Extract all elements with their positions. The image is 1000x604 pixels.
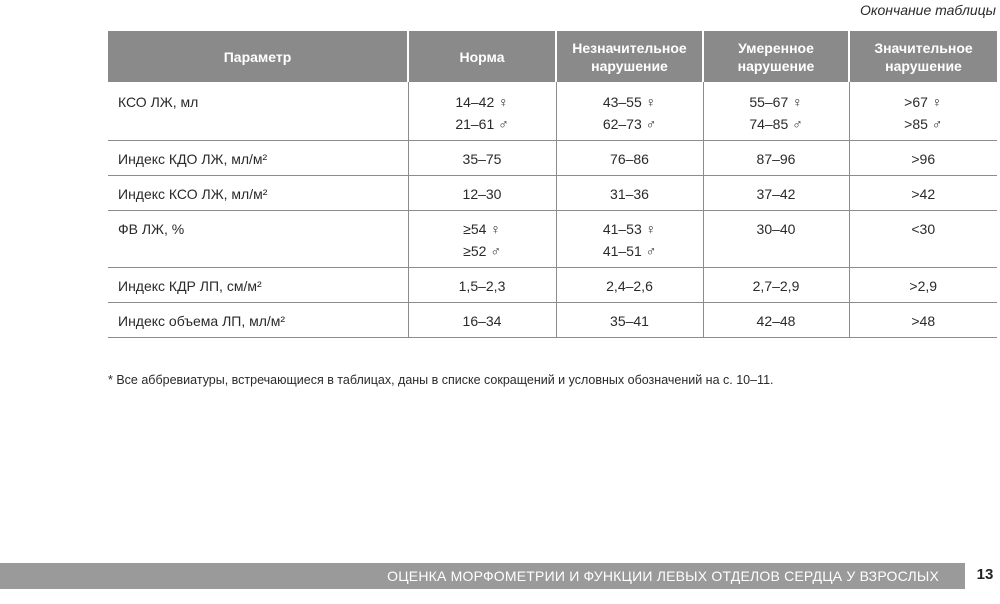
cell-param: ФВ ЛЖ, % xyxy=(108,211,408,268)
cell-norm xyxy=(408,82,556,141)
table-row xyxy=(108,176,997,211)
cell-norm xyxy=(408,303,556,338)
cell-param: Индекс КДР ЛП, см/м² xyxy=(108,268,408,303)
cell-param: Индекс КСО ЛЖ, мл/м² xyxy=(108,176,408,211)
cell-norm xyxy=(408,176,556,211)
cell-value: 12–30 xyxy=(462,186,502,202)
cell-severe xyxy=(849,141,997,176)
header-norm: Норма xyxy=(408,31,556,82)
footer-bar xyxy=(0,563,965,589)
cell-value: 74–85 ♂ xyxy=(749,116,803,132)
cell-value: 37–42 xyxy=(756,186,796,202)
cell-value: 62–73 ♂ xyxy=(602,116,657,132)
header-severe: Значительное нарушение xyxy=(849,31,997,82)
cell-value: 30–40 xyxy=(756,221,796,237)
cell-mild xyxy=(556,141,703,176)
cell-moderate xyxy=(703,141,849,176)
cell-norm xyxy=(408,211,556,268)
cell-value: 42–48 xyxy=(756,313,796,329)
cell-mild xyxy=(556,82,703,141)
footer-title: ОЦЕНКА МОРФОМЕТРИИ И ФУНКЦИИ ЛЕВЫХ ОТДЕЛОВ СЕРДЦА У ВЗРОСЛЫХ xyxy=(387,568,939,584)
cell-value: <30 xyxy=(911,221,936,237)
cell-value: 35–41 xyxy=(610,313,649,329)
header-mild: Незначительное нарушение xyxy=(556,31,703,82)
table-header-row xyxy=(108,31,997,82)
table-row xyxy=(108,303,997,338)
table-continuation-label: Окончание таблицы xyxy=(859,2,996,18)
cell-value: ≥52 ♂ xyxy=(463,243,501,259)
cell-value: 2,7–2,9 xyxy=(752,278,800,294)
table-row xyxy=(108,82,997,141)
table-row xyxy=(108,141,997,176)
cell-value: 41–53 ♀ xyxy=(602,221,657,237)
cell-moderate xyxy=(703,303,849,338)
cell-value: >42 xyxy=(911,186,936,202)
cell-value: 41–51 ♂ xyxy=(602,243,657,259)
table-row xyxy=(108,268,997,303)
cell-value: >96 xyxy=(911,151,936,167)
cell-value: 55–67 ♀ xyxy=(749,94,803,110)
cell-param: КСО ЛЖ, мл xyxy=(118,94,199,110)
cell-value: 1,5–2,3 xyxy=(458,278,506,294)
cell-param: Индекс объема ЛП, мл/м² xyxy=(108,303,408,338)
cell-value: 43–55 ♀ xyxy=(602,94,657,110)
page-number: 13 xyxy=(976,566,994,583)
cell-severe xyxy=(849,176,997,211)
cell-value: 76–86 xyxy=(610,151,649,167)
footnote: * Все аббревиатуры, встречающиеся в таблицах, даны в списке сокращений и условных обозначений на с. 10–11. xyxy=(108,373,774,387)
cell-severe xyxy=(849,268,997,303)
lv-norms-table xyxy=(108,31,997,338)
cell-value: 2,4–2,6 xyxy=(606,278,653,294)
cell-moderate xyxy=(703,82,849,141)
cell-value: ≥54 ♀ xyxy=(463,221,501,237)
cell-severe xyxy=(849,211,997,268)
cell-mild xyxy=(556,268,703,303)
cell-severe xyxy=(849,82,997,141)
cell-value: 16–34 xyxy=(462,313,502,329)
cell-mild xyxy=(556,211,703,268)
cell-moderate xyxy=(703,268,849,303)
cell-mild xyxy=(556,303,703,338)
cell-norm xyxy=(408,141,556,176)
cell-value: >48 xyxy=(911,313,936,329)
cell-moderate xyxy=(703,176,849,211)
cell-norm xyxy=(408,268,556,303)
cell-value: >67 ♀ xyxy=(904,94,943,110)
cell-value: 87–96 xyxy=(756,151,796,167)
header-parameter: Параметр xyxy=(108,31,408,82)
header-moderate: Умеренное нарушение xyxy=(703,31,849,82)
cell-value: 31–36 xyxy=(610,186,649,202)
table-row xyxy=(108,211,997,268)
cell-value: >85 ♂ xyxy=(904,116,943,132)
cell-mild xyxy=(556,176,703,211)
cell-severe xyxy=(849,303,997,338)
cell-param: Индекс КДО ЛЖ, мл/м² xyxy=(108,141,408,176)
table-body xyxy=(108,82,997,338)
cell-value: 21–61 ♂ xyxy=(455,116,509,132)
cell-value: 35–75 xyxy=(462,151,502,167)
cell-moderate xyxy=(703,211,849,268)
cell-value: >2,9 xyxy=(909,278,938,294)
cell-value: 14–42 ♀ xyxy=(455,94,509,110)
